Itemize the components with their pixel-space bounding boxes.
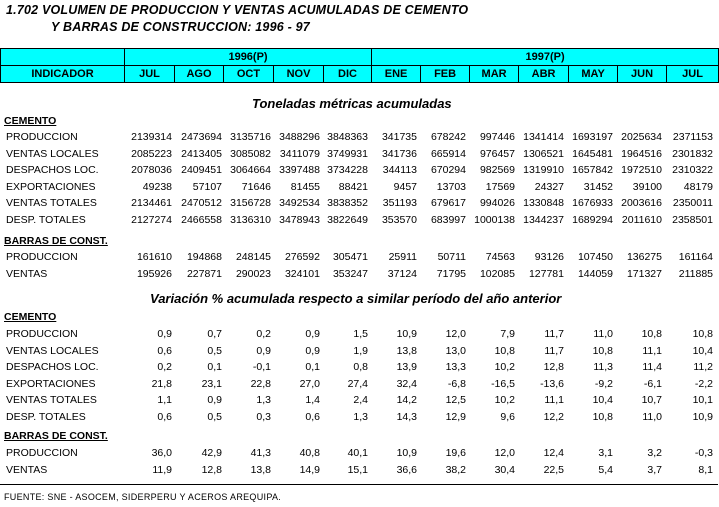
table-row	[0, 447, 718, 463]
table-cell: 1693197	[572, 131, 613, 143]
table-cell: 12,0	[445, 328, 466, 340]
table-cell: 14,2	[396, 394, 417, 406]
table-cell: 12,9	[445, 410, 466, 423]
table-cell: -6,1	[643, 377, 662, 390]
table-cell: 2134461	[131, 197, 172, 209]
table-cell: 678242	[430, 131, 466, 143]
table-cell: 2301832	[672, 147, 713, 160]
table-row	[0, 214, 718, 230]
table-cell: 0,9	[305, 344, 320, 357]
row-label: EXPORTACIONES	[6, 377, 96, 390]
table-cell: 93126	[534, 251, 564, 263]
header-month: ENE	[372, 66, 421, 83]
table-cell: 10,2	[494, 394, 515, 406]
table-cell: 0,8	[353, 361, 368, 373]
row-label: PRODUCCION	[6, 131, 78, 143]
header-month: JUL	[125, 66, 175, 83]
group-label-barras: BARRAS DE CONST.	[4, 430, 108, 442]
table-cell: 10,8	[494, 344, 515, 357]
table-cell: 3,7	[647, 463, 662, 476]
table-cell: 290023	[235, 267, 271, 280]
header-indicador-top	[1, 49, 125, 66]
table-cell: 10,8	[692, 328, 713, 340]
table-cell: 195926	[136, 267, 172, 280]
table-row	[0, 268, 718, 284]
table-cell: 50711	[437, 251, 466, 263]
table-cell: 41,3	[250, 447, 271, 459]
table-cell: 11,4	[642, 361, 662, 373]
table-cell: 3749931	[327, 147, 368, 160]
table-cell: 161610	[136, 251, 172, 263]
row-label: PRODUCCION	[6, 251, 78, 263]
header-month: MAY	[569, 66, 618, 83]
table-row	[0, 164, 718, 180]
table-cell: 3848363	[327, 131, 368, 143]
table-cell: -16,5	[491, 377, 515, 390]
table-cell: 11,0	[642, 410, 662, 423]
table-cell: 27,4	[347, 377, 368, 390]
row-label: PRODUCCION	[6, 328, 78, 340]
table-cell: 1689294	[572, 213, 613, 226]
table-cell: 0,9	[305, 328, 320, 340]
table-cell: 994026	[479, 197, 515, 209]
table-row	[0, 131, 718, 147]
table-cell: 13,8	[396, 344, 417, 357]
group-label-barras: BARRAS DE CONST.	[4, 235, 108, 247]
table-cell: 39100	[632, 180, 662, 193]
section-title-toneladas: Toneladas métricas acumuladas	[252, 96, 452, 111]
table-cell: 341735	[381, 131, 417, 143]
table-cell: 3411079	[279, 147, 320, 160]
group-label-cemento: CEMENTO	[4, 311, 57, 323]
table-title-line-1: 1.702 VOLUMEN DE PRODUCCION Y VENTAS ACUMULADAS DE CEMENTO	[6, 3, 469, 17]
table-cell: 0,6	[305, 410, 320, 423]
table-cell: 248145	[235, 251, 271, 263]
table-cell: 161164	[678, 251, 713, 263]
table-cell: 670294	[430, 164, 466, 176]
table-cell: 2358501	[672, 213, 713, 226]
table-cell: 324101	[284, 267, 320, 280]
table-cell: 10,9	[396, 328, 417, 340]
table-cell: 49238	[142, 180, 172, 193]
table-cell: 38,2	[445, 463, 466, 476]
section-title-variacion: Variación % acumulada respecto a similar período del año anterior	[150, 291, 562, 306]
table-cell: 2413405	[181, 147, 222, 160]
table-cell: 1306521	[523, 147, 564, 160]
table-cell: 1964516	[621, 147, 662, 160]
table-cell: 9,6	[500, 410, 515, 423]
table-cell: 1,5	[353, 328, 368, 340]
table-cell: 11,7	[544, 328, 564, 340]
table-cell: 10,8	[592, 344, 613, 357]
table-cell: 3397488	[279, 164, 320, 176]
header-month: DIC	[324, 66, 372, 83]
header-month: OCT	[224, 66, 274, 83]
table-cell: 3136310	[230, 213, 271, 226]
table-cell: 22,5	[543, 463, 564, 476]
table-cell: 194868	[186, 251, 222, 263]
header-month: FEB	[421, 66, 470, 83]
table-cell: 1319910	[523, 164, 564, 176]
table-cell: 24327	[534, 180, 564, 193]
table-cell: 3822649	[327, 213, 368, 226]
table-row	[0, 328, 718, 344]
table-cell: 2466558	[181, 213, 222, 226]
table-cell: 22,8	[250, 377, 271, 390]
table-cell: 15,1	[347, 463, 368, 476]
row-label: VENTAS	[6, 267, 48, 280]
table-cell: 3064664	[230, 164, 271, 176]
table-cell: 2409451	[181, 164, 222, 176]
row-label: DESPACHOS LOC.	[6, 361, 99, 373]
table-cell: 0,5	[207, 410, 222, 423]
table-cell: 0,5	[207, 344, 222, 357]
table-cell: 7,9	[500, 328, 515, 340]
table-cell: 227871	[186, 267, 222, 280]
table-cell: 13,3	[445, 361, 466, 373]
table-cell: 1,3	[256, 394, 271, 406]
table-cell: 2011610	[621, 213, 662, 226]
table-cell: 0,6	[157, 410, 172, 423]
table-cell: 1676933	[572, 197, 613, 209]
header-month: JUL	[667, 66, 719, 83]
table-cell: 107450	[577, 251, 613, 263]
table-cell: 1,9	[353, 344, 368, 357]
table-cell: 2127274	[131, 213, 172, 226]
table-cell: 5,4	[598, 463, 613, 476]
table-cell: 2,4	[353, 394, 368, 406]
table-cell: 36,0	[151, 447, 172, 459]
table-cell: 10,4	[592, 394, 613, 406]
table-row	[0, 394, 718, 410]
table-cell: 3492534	[279, 197, 320, 209]
table-cell: 0,2	[157, 361, 172, 373]
table-cell: 10,4	[692, 344, 713, 357]
row-label: VENTAS TOTALES	[6, 197, 97, 209]
table-cell: 11,2	[693, 361, 713, 373]
table-cell: 1,4	[305, 394, 320, 406]
table-cell: 12,8	[543, 361, 564, 373]
table-cell: -13,6	[540, 377, 564, 390]
table-cell: 0,2	[256, 328, 271, 340]
table-cell: 353570	[381, 213, 417, 226]
table-cell: 13,0	[445, 344, 466, 357]
header-indicador: INDICADOR	[1, 66, 125, 83]
table-cell: 11,1	[642, 344, 662, 357]
header-year-1997: 1997(P)	[372, 49, 719, 66]
table-cell: 8,1	[698, 463, 713, 476]
table-cell: 32,4	[396, 377, 417, 390]
table-cell: 1,3	[353, 410, 368, 423]
table-cell: 1000138	[474, 213, 515, 226]
header-month: AGO	[175, 66, 224, 83]
table-cell: 211885	[678, 267, 713, 280]
table-cell: 2371153	[672, 131, 713, 143]
table-cell: 25911	[388, 251, 417, 263]
header-month: JUN	[618, 66, 667, 83]
table-cell: 2025634	[621, 131, 662, 143]
table-cell: 1344237	[523, 213, 564, 226]
group-label-cemento: CEMENTO	[4, 115, 57, 127]
table-cell: 136275	[626, 251, 662, 263]
table-cell: 11,7	[544, 344, 564, 357]
table-cell: 351193	[382, 197, 417, 209]
table-cell: 9457	[393, 180, 417, 193]
table-cell: 14,9	[299, 463, 320, 476]
table-cell: 71795	[436, 267, 466, 280]
table-cell: 0,7	[207, 328, 222, 340]
table-cell: 3,1	[598, 447, 613, 459]
table-cell: 3085082	[230, 147, 271, 160]
table-cell: 12,0	[494, 447, 515, 459]
table-cell: 683997	[430, 213, 466, 226]
table-cell: 21,8	[151, 377, 172, 390]
header-month: NOV	[274, 66, 324, 83]
table-cell: 3156728	[230, 197, 271, 209]
table-cell: 1330848	[523, 197, 564, 209]
table-cell: 10,9	[692, 410, 713, 423]
row-label: VENTAS LOCALES	[6, 344, 99, 357]
row-label: DESP. TOTALES	[6, 410, 86, 423]
table-cell: 2470512	[181, 197, 222, 209]
table-cell: 3478943	[279, 213, 320, 226]
table-cell: -2,2	[694, 377, 713, 390]
table-cell: 10,2	[494, 361, 515, 373]
table-cell: 3,2	[647, 447, 662, 459]
table-cell: 0,1	[207, 361, 222, 373]
table-row	[0, 148, 718, 164]
table-cell: 127781	[528, 267, 564, 280]
table-cell: 13,8	[250, 463, 271, 476]
table-cell: 2078036	[131, 164, 172, 176]
table-row	[0, 411, 718, 427]
table-cell: 2350011	[672, 197, 713, 209]
table-cell: 10,7	[641, 394, 662, 406]
table-row	[0, 197, 718, 213]
table-cell: -0,3	[694, 447, 713, 459]
table-cell: 11,0	[593, 328, 613, 340]
table-cell: 13703	[436, 180, 466, 193]
table-cell: 0,1	[305, 361, 320, 373]
table-cell: 171327	[626, 267, 662, 280]
table-cell: 48179	[683, 180, 713, 193]
table-cell: 1,1	[157, 394, 172, 406]
table-cell: 12,8	[201, 463, 222, 476]
table-cell: 11,1	[544, 394, 564, 406]
table-cell: 10,8	[641, 328, 662, 340]
table-row	[0, 361, 718, 377]
table-cell: 3734228	[327, 164, 368, 176]
table-cell: 344113	[382, 164, 417, 176]
table-cell: 102085	[479, 267, 515, 280]
table-cell: 12,4	[543, 447, 564, 459]
table-cell: 997446	[479, 131, 515, 143]
table-cell: 1972510	[621, 164, 662, 176]
header-month: MAR	[470, 66, 519, 83]
table-cell: 665914	[430, 147, 466, 160]
table-cell: 2003616	[621, 197, 662, 209]
row-label: EXPORTACIONES	[6, 180, 96, 193]
table-cell: 13,9	[396, 361, 417, 373]
table-cell: 57107	[192, 180, 222, 193]
row-label: DESP. TOTALES	[6, 213, 86, 226]
table-cell: 12,5	[445, 394, 466, 406]
table-cell: 10,1	[692, 394, 713, 406]
table-cell: 81455	[290, 180, 320, 193]
table-cell: 0,9	[256, 344, 271, 357]
table-cell: 30,4	[494, 463, 515, 476]
table-cell: 19,6	[445, 447, 466, 459]
header-table	[0, 48, 719, 83]
table-cell: 0,9	[207, 394, 222, 406]
table-cell: 1657842	[572, 164, 613, 176]
row-label: VENTAS LOCALES	[6, 147, 99, 160]
footer-divider	[0, 484, 718, 485]
table-cell: 2310322	[672, 164, 713, 176]
table-cell: 3838352	[327, 197, 368, 209]
table-cell: 2473694	[181, 131, 222, 143]
row-label: PRODUCCION	[6, 447, 78, 459]
table-cell: 40,1	[347, 447, 368, 459]
table-cell: -0,1	[252, 361, 271, 373]
table-cell: 36,6	[396, 463, 417, 476]
table-cell: 305471	[332, 251, 368, 263]
table-cell: 40,8	[299, 447, 320, 459]
table-row	[0, 181, 718, 197]
table-cell: 11,3	[593, 361, 613, 373]
row-label: VENTAS	[6, 463, 48, 476]
table-row	[0, 464, 718, 480]
table-cell: 3488296	[279, 131, 320, 143]
table-cell: 0,9	[157, 328, 172, 340]
table-cell: 71646	[241, 180, 271, 193]
header-month: ABR	[519, 66, 569, 83]
table-row	[0, 345, 718, 361]
table-cell: 37124	[387, 267, 417, 280]
table-cell: 2085223	[131, 147, 172, 160]
table-row	[0, 378, 718, 394]
table-cell: 23,1	[201, 377, 222, 390]
table-cell: 88421	[338, 180, 368, 193]
table-cell: 14,3	[396, 410, 417, 423]
table-cell: 353247	[332, 267, 368, 280]
table-cell: 679617	[430, 197, 466, 209]
table-cell: 12,2	[543, 410, 564, 423]
table-cell: 0,3	[256, 410, 271, 423]
table-cell: 276592	[284, 251, 320, 263]
table-cell: -6,8	[447, 377, 466, 390]
table-cell: 10,9	[396, 447, 417, 459]
table-cell: 144059	[577, 267, 613, 280]
table-title-line-2: Y BARRAS DE CONSTRUCCION: 1996 - 97	[51, 20, 310, 34]
row-label: VENTAS TOTALES	[6, 394, 97, 406]
table-cell: 17569	[485, 180, 515, 193]
table-cell: 10,8	[592, 410, 613, 423]
table-cell: 2139314	[131, 131, 172, 143]
table-row	[0, 251, 718, 267]
table-cell: 982569	[479, 164, 515, 176]
source-note: FUENTE: SNE - ASOCEM, SIDERPERU Y ACEROS AREQUIPA.	[4, 492, 282, 502]
table-cell: 1645481	[572, 147, 613, 160]
table-cell: 976457	[479, 147, 515, 160]
table-cell: 74563	[485, 251, 515, 263]
table-cell: 11,9	[152, 463, 172, 476]
table-cell: 3135716	[230, 131, 271, 143]
table-cell: 42,9	[201, 447, 222, 459]
table-cell: 341736	[381, 147, 417, 160]
table-cell: -9,2	[594, 377, 613, 390]
table-cell: 27,0	[299, 377, 320, 390]
table-cell: 1341414	[523, 131, 564, 143]
header-year-1996: 1996(P)	[125, 49, 372, 66]
row-label: DESPACHOS LOC.	[6, 164, 99, 176]
table-cell: 0,6	[157, 344, 172, 357]
table-cell: 31452	[583, 180, 613, 193]
